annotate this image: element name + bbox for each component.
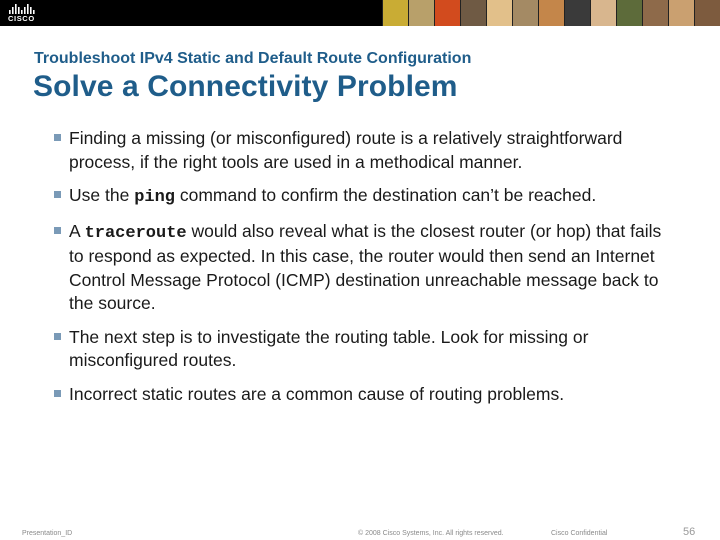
- banner-photo: [538, 0, 564, 26]
- square-bullet-icon: [54, 390, 61, 397]
- command-text: ping: [134, 188, 175, 207]
- slide-subtitle: Troubleshoot IPv4 Static and Default Route Configuration: [34, 50, 472, 67]
- bullet-list: [54, 127, 674, 406]
- page-number: 56: [683, 526, 696, 538]
- bullet-text: The next step is to investigate the routing table. Look for missing or misconfigured routes.: [69, 326, 589, 370]
- bullet-text: A: [69, 220, 85, 241]
- bullet-item: [54, 383, 674, 407]
- square-bullet-icon: [54, 191, 61, 198]
- banner-photo: [616, 0, 642, 26]
- bullet-item: [54, 127, 674, 174]
- top-banner: [0, 0, 720, 26]
- banner-photo: [512, 0, 538, 26]
- bullet-text: Use the: [69, 185, 135, 205]
- banner-photo: [564, 0, 590, 26]
- square-bullet-icon: [54, 134, 61, 141]
- banner-photo: [642, 0, 668, 26]
- bullet-item: [54, 184, 674, 210]
- bullet-text: command to confirm the destination can’t be reached.: [175, 185, 597, 205]
- banner-photo: [590, 0, 616, 26]
- banner-photo: [434, 0, 460, 26]
- banner-photo: [460, 0, 486, 26]
- footer-presentation-id: Presentation_ID: [22, 530, 73, 537]
- logo-text: CISCO: [8, 14, 35, 23]
- command-text: traceroute: [84, 223, 187, 243]
- bullet-text: would also reveal what is the closest router (or hop) that fails to respond as expected. In this case, the router would then send an Internet Control Message Protocol (ICMP) destination unreachable message back to the source.: [69, 220, 662, 313]
- slide-title: Solve a Connectivity Problem: [33, 70, 458, 103]
- bullet-text: Finding a missing (or misconfigured) route is a relatively straightforward process, if the right tools are used in a methodical manner.: [69, 128, 623, 172]
- footer-confidential: Cisco Confidential: [551, 530, 608, 537]
- square-bullet-icon: [54, 227, 61, 234]
- banner-photo: [408, 0, 434, 26]
- banner-photo: [694, 0, 720, 26]
- banner-photo: [486, 0, 512, 26]
- square-bullet-icon: [54, 333, 61, 340]
- cisco-logo: [8, 3, 48, 23]
- bullet-item: [54, 220, 674, 316]
- banner-photo: [382, 0, 408, 26]
- bullet-item: [54, 326, 674, 373]
- photo-strip: [382, 0, 720, 26]
- bullet-text: Incorrect static routes are a common cause of routing problems.: [69, 383, 565, 404]
- banner-photo: [668, 0, 694, 26]
- footer-copyright: © 2008 Cisco Systems, Inc. All rights reserved.: [358, 530, 504, 537]
